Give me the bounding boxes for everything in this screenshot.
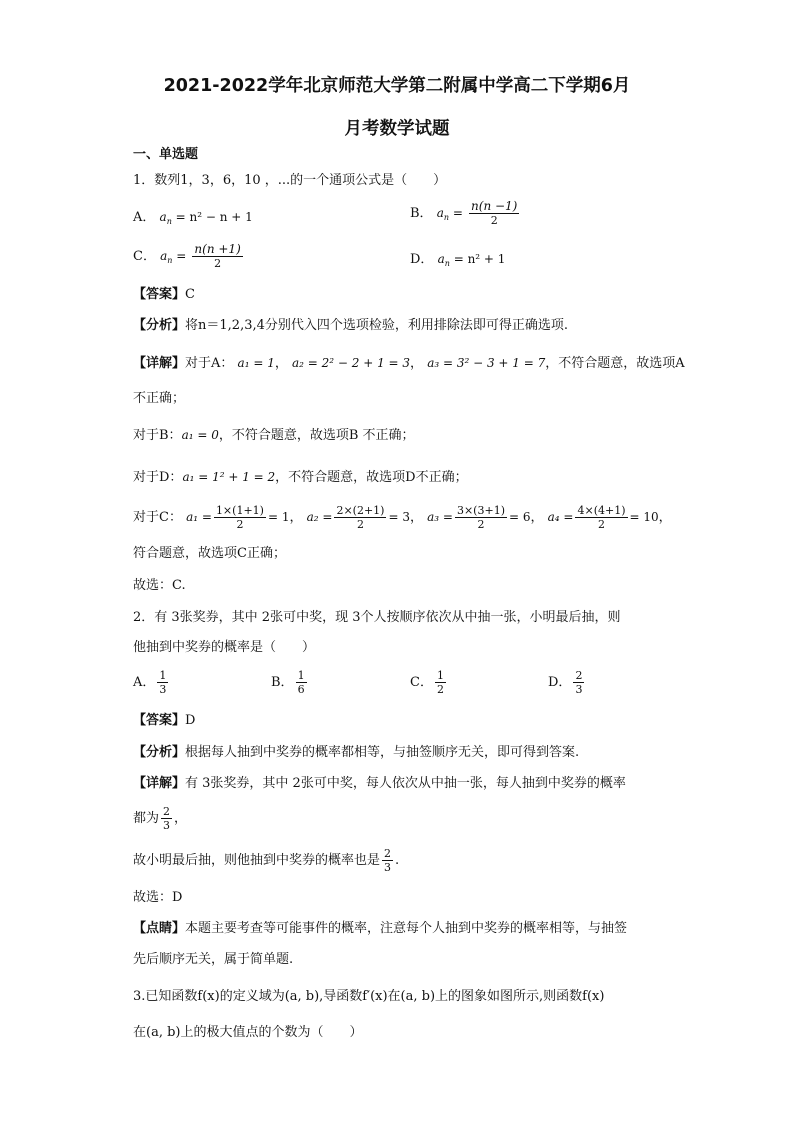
q1-c4-denominator: 2	[597, 518, 605, 531]
q1-c1-denominator: 2	[236, 518, 244, 531]
q1-analysis	[133, 317, 568, 335]
q1-c2-lhs: a₂ =	[306, 510, 333, 524]
q1-detail-tag: 【详解】	[133, 356, 186, 371]
q2-detail2-suffix: ，	[174, 811, 188, 826]
q1-option-a-expr: n² − n + 1	[189, 210, 253, 224]
q3-stem-line1: 3.已知函数f(x)的定义域为(a, b),导函数f′(x)在(a, b)上的图象如图所示,则函数f(x)	[133, 989, 605, 1004]
q2-comment-tag: 【点睛】	[133, 921, 186, 936]
q2-option-b	[271, 669, 309, 696]
q1-c2-denominator: 2	[356, 518, 364, 531]
q2-answer-value: D	[185, 713, 196, 728]
q1-detail-c: 对于C： a₁ = $\frac{1\times(1+1)}{2}$ = 1， a₂ = $\frac{2\times(2+1)}{2}$ = 3， a₃ = $\frac{3\times(3+1)}{2}$ = 6， a₄ = $\frac{4\times(4+1)}{2}$ = 10，	[133, 504, 672, 531]
q1-detail-a-eq2: a₂ = 2² − 2 + 1 = 3	[291, 356, 411, 370]
q1-option-d-expr: n² + 1	[467, 252, 506, 266]
q1-c3-numerator: 3×(3+1)	[456, 504, 505, 517]
q1-detail-a-eq3: a₃ = 3² − 3 + 1 = 7	[427, 356, 546, 370]
q2-detail2-denominator: 3	[163, 819, 171, 832]
q1-detail-a-cont: 不正确；	[133, 391, 186, 406]
q1-detail-b-suffix: ，不符合题意，故选项B 不正确；	[218, 428, 415, 443]
q1-stem: 1．数列1，3，6，10 ，...的一个通项公式是（ ）	[133, 173, 447, 188]
q1-c1-rhs: = 1	[267, 510, 290, 524]
page-title: 2021-2022学年北京师范大学第二附属中学高二下学期6月	[163, 76, 631, 96]
q3-stem-line2: 在(a, b)上的极大值点的个数为（ ）	[133, 1025, 363, 1040]
q2-stem-line1: 2．有 3张奖券，其中 2张可中奖，现 3个人按顺序依次从中抽一张，小明最后抽，则	[133, 610, 621, 625]
q1-option-c-numerator: n(n +1)	[194, 242, 241, 256]
q2-comment-line2: 先后顺序无关，属于简单题.	[133, 952, 294, 967]
q2-option-a-label: A．	[133, 675, 156, 690]
q1-c3-denominator: 2	[477, 518, 485, 531]
q1-answer	[133, 286, 195, 304]
q1-option-b-label: B．	[410, 206, 433, 221]
q1-option-a-label: A．	[133, 210, 156, 225]
q1-detail-d	[133, 468, 468, 487]
q1-option-b-denominator: 2	[490, 214, 498, 227]
q1-detail-d-eq: a₁ = 1² + 1 = 2	[182, 470, 276, 484]
q2-option-b-denominator: 6	[297, 683, 305, 696]
q1-c1-lhs: a₁ =	[186, 510, 212, 524]
q1-detail-b-eq: a₁ = 0	[181, 428, 219, 442]
q2-comment-line1	[133, 920, 627, 938]
q2-option-b-label: B．	[271, 675, 294, 690]
q2-option-d-numerator: 2	[575, 669, 583, 682]
q1-option-b-numerator: n(n −1)	[471, 199, 518, 213]
q1-c4-lhs: a₄ =	[547, 510, 574, 524]
q1-option-a: A． $a_n = n^2 - n + 1$	[133, 210, 253, 226]
q1-analysis-tag: 【分析】	[133, 318, 186, 333]
q1-option-c-label: C．	[133, 249, 156, 264]
q1-detail-d-suffix: ，不符合题意，故选项D不正确；	[275, 470, 468, 485]
q2-detail-line3	[133, 846, 399, 876]
q1-c3-lhs: a₃ =	[427, 510, 453, 524]
q2-detail-text1: 有 3张奖券，其中 2张可中奖，每人依次从中抽一张，每人抽到中奖券的概率	[185, 776, 626, 791]
q2-option-d	[548, 669, 586, 696]
q2-detail-line2	[133, 804, 187, 834]
q2-option-c	[410, 669, 448, 696]
q1-detail-a-eq1: a₁ = 1	[237, 356, 275, 370]
q1-option-c: C． $a_n$ = $\frac{n(n +1)}{2}$	[133, 242, 241, 270]
q1-c3-rhs: = 6	[508, 510, 531, 524]
q1-c1-numerator: 1×(1+1)	[215, 504, 264, 517]
q1-detail-b-prefix: 对于B：	[133, 428, 182, 443]
q2-option-c-label: C．	[410, 675, 433, 690]
q2-detail-tag: 【详解】	[133, 776, 186, 791]
q2-detail3-prefix: 故小明最后抽，则他抽到中奖券的概率也是	[133, 853, 381, 868]
q1-option-d: D． $a_n = n^2 + 1$	[410, 252, 506, 268]
q2-analysis-tag: 【分析】	[133, 745, 186, 760]
q2-option-a-denominator: 3	[159, 683, 167, 696]
q1-choose: 故选：C.	[133, 578, 186, 593]
q1-detail-a-suffix: ，不符合题意，故选项A	[545, 356, 685, 371]
q2-option-c-denominator: 2	[436, 683, 444, 696]
q1-answer-tag: 【答案】	[133, 287, 186, 302]
q2-choose: 故选：D	[133, 890, 183, 905]
q1-detail-a: 【详解】对于A： a₁ = 1， a₂ = 2² − 2 + 1 = 3， a₃ = 3² − 3 + 1 = 7，不符合题意，故选项A	[133, 356, 685, 371]
q2-option-d-denominator: 3	[575, 683, 583, 696]
q2-detail3-numerator: 2	[384, 847, 392, 860]
q2-answer	[133, 712, 195, 730]
page-subtitle: 月考数学试题	[344, 119, 450, 139]
q2-option-c-numerator: 1	[436, 669, 444, 682]
q1-option-d-label: D．	[410, 252, 434, 267]
q2-detail3-suffix: .	[395, 853, 400, 868]
q1-detail-c-cont: 符合题意，故选项C正确；	[133, 546, 286, 561]
q1-c2-rhs: = 3	[388, 510, 410, 524]
section-heading: 一、单选题	[133, 147, 199, 162]
q2-option-a	[133, 669, 170, 696]
q2-option-d-label: D．	[548, 675, 572, 690]
q2-analysis	[133, 744, 579, 762]
q2-detail3-denominator: 3	[384, 861, 392, 874]
q2-comment-text1: 本题主要考查等可能事件的概率，注意每个人抽到中奖券的概率相等，与抽签	[185, 921, 628, 936]
q2-detail-line1	[133, 775, 626, 793]
q1-answer-value: C	[185, 287, 195, 302]
q2-answer-tag: 【答案】	[133, 713, 186, 728]
q1-c4-numerator: 4×(4+1)	[577, 504, 626, 517]
q1-option-c-denominator: 2	[214, 257, 222, 270]
q1-c2-numerator: 2×(2+1)	[336, 504, 385, 517]
q2-analysis-text: 根据每人抽到中奖券的概率都相等，与抽签顺序无关，即可得到答案.	[185, 745, 580, 760]
q1-detail-b	[133, 426, 415, 445]
q1-c4-rhs: = 10	[629, 510, 659, 524]
q2-detail2-prefix: 都为	[133, 811, 160, 826]
q2-option-a-numerator: 1	[159, 669, 167, 682]
q1-detail-c-prefix: 对于C：	[133, 510, 182, 525]
q2-stem-line2: 他抽到中奖券的概率是（ ）	[133, 640, 316, 655]
q2-detail2-numerator: 2	[163, 805, 171, 818]
q1-detail-d-prefix: 对于D：	[133, 470, 183, 485]
q1-detail-a-prefix: 对于A：	[185, 356, 234, 371]
q1-option-b: B． $a_n$ = $\frac{n(n -1)}{2}$	[410, 199, 518, 227]
q2-option-b-numerator: 1	[297, 669, 305, 682]
q1-analysis-text: 将n＝1,2,3,4分别代入四个选项检验，利用排除法即可得正确选项.	[185, 318, 569, 333]
